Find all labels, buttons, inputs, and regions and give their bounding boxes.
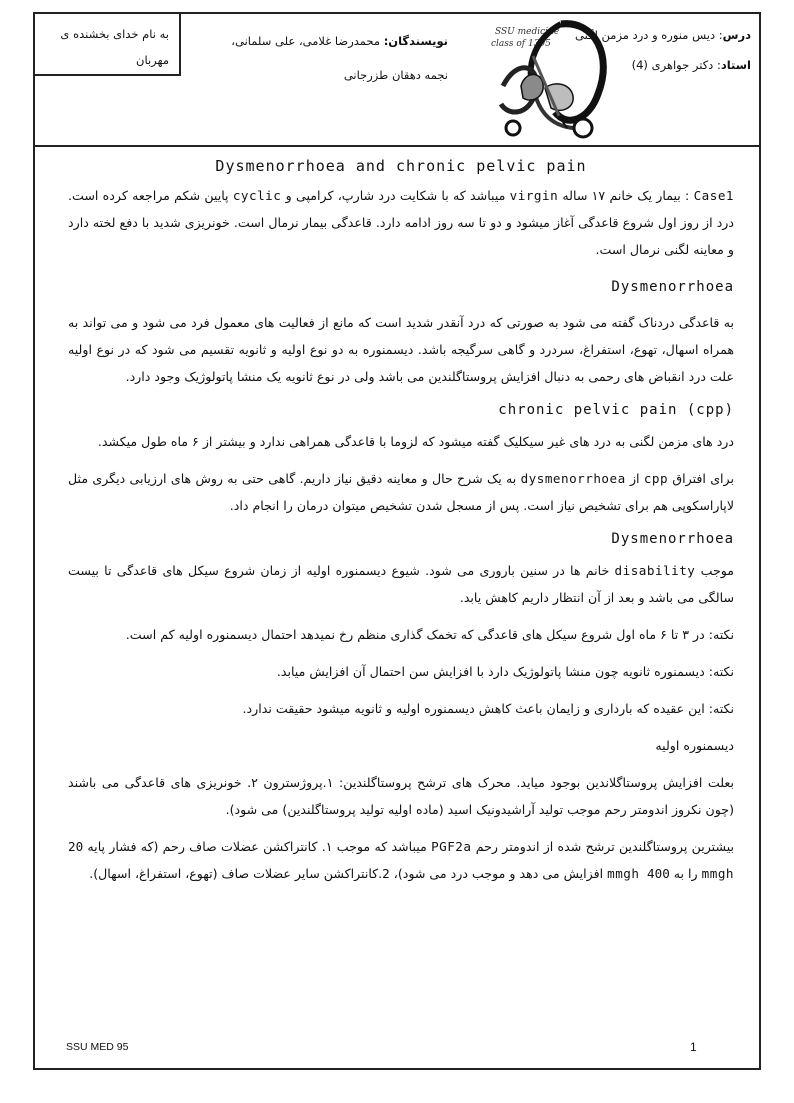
document-body <box>68 148 734 887</box>
heading-dysmenorrhoea-2: Dysmenorrhoea <box>611 531 734 547</box>
pgf2a-paragraph <box>68 833 734 887</box>
diff-cpp: cpp <box>643 471 669 486</box>
authors-info <box>218 24 448 92</box>
authors-names-1: محمدرضا غلامی، علی سلمانی، <box>231 34 384 48</box>
course-value: : دیس منوره و درد مزمن لگنی <box>574 28 723 42</box>
case-text-1: : بیمار یک خانم ۱۷ ساله <box>558 188 694 203</box>
dis-latin: disability <box>614 563 696 578</box>
pg-text-5: .کانتراکشن سایر عضلات صاف (تهوع، استفراغ، اسهال). <box>89 866 383 881</box>
case-virgin: virgin <box>509 188 559 203</box>
case-paragraph <box>68 182 734 263</box>
diff-text-2: از <box>625 471 644 486</box>
dysmenorrhoea-definition: به قاعدگی دردناک گفته می شود به صورتی که درد آنقدر شدید است که مانع از فعالیت های معمول فرد می شود و می تواند به همراه اسهال، تهوع، استفراغ، سردرد و گاهی سرگیجه باشد. دیسمنوره به دو نوع اولیه و ثانویه تقسیم می شود که در نوع اولیه علت درد انقباض های رحمی به دنبال افزایش پروستاگلندین می باشد ولی در نوع ثانویه یک منشا پاتولوژیک وجود دارد. <box>68 315 734 384</box>
pg-text-1: بیشترین پروستاگلندین ترشح شده از اندومتر رحم <box>471 839 734 854</box>
prostaglandin-paragraph: بعلت افزایش پروستاگلاندین بوجود میاید. محرک های ترشح پروستاگلندین: ۱.پروژسترون ۲. خونریزی های قاعدگی می باشند (چون نکروز اندومتر رحم موجب تولید آراشیدونیک اسید (ماده اولیه تولید پروستاگلندین) می شود). <box>68 775 735 817</box>
heading-dysmenorrhoea-1: Dysmenorrhoea <box>611 279 734 295</box>
diff-text-1: برای افتراق <box>668 471 735 486</box>
course-label: درس <box>722 28 751 42</box>
dis-text-1: موجب <box>695 563 735 578</box>
pg-text-2: میباشد که موجب ۱. کانتراکشن عضلات صاف رحم (که فشار پایه <box>83 839 432 854</box>
case-cyclic: cyclic <box>232 188 282 203</box>
authors-label: نویسندگان: <box>383 34 448 48</box>
logo-text-2: class of 1395 <box>491 39 551 49</box>
case-text-2: میباشد که با شکایت درد شارپ، کرامپی و <box>281 188 510 203</box>
diff-dys: dysmenorrhoea <box>520 471 626 486</box>
case-text-3: پایین شکم مراجعه کرده است. درد از روز اول شروع قاعدگی آغاز میشود و دو تا سه روز ادامه دارد. قاعدگی بیمار نرمال است. خونریزی شدید با دفع لخته دارد و معاینه لگنی نرمال است. <box>68 188 734 257</box>
teacher-value: : دکتر جواهری (4) <box>631 58 721 72</box>
authors-line-1 <box>218 24 448 58</box>
note-2: نکته: دیسمنوره ثانویه چون منشا پاتولوژیک دارد با افزایش سن احتمال آن افزایش میابد. <box>276 664 734 679</box>
note-3: نکته: این عقیده که بارداری و زایمان باعث کاهش دیسمنوره اولیه و ثانویه میشود حقیقت ندارد. <box>242 701 734 716</box>
differentiation-paragraph <box>68 465 734 519</box>
pg-latin-3: 400 mmgh <box>607 866 670 881</box>
blessing-text: به نام خدای بخشنده ی مهربان <box>60 27 169 67</box>
footer-label: SSU MED 95 <box>66 1041 129 1053</box>
page-header <box>33 12 761 147</box>
logo-text-1: SSU medicine <box>495 27 560 37</box>
pg-text-3: را به <box>669 866 702 881</box>
case-label: Case1 <box>693 188 734 203</box>
pg-latin-4: 2 <box>382 866 390 881</box>
pg-text-4: افزایش می دهد و موجب درد می شود)، <box>389 866 608 881</box>
teacher-label: استاد <box>720 58 751 72</box>
stethoscope-logo <box>463 16 623 146</box>
disability-paragraph <box>68 557 734 611</box>
heading-cpp: chronic pelvic pain (cpp) <box>498 402 734 418</box>
page-number: 1 <box>690 1040 697 1054</box>
pg-latin: PGF2a <box>431 839 472 854</box>
pg-latin-2: 20 mmgh <box>68 839 734 881</box>
diff-text-3: به یک شرح حال و معاینه دقیق نیاز داریم. گاهی حتی به روش های ارزیابی دیگری مثل لاپاراسکوپی هم برای تشخیص نیاز است. پس از مسجل شدن تشخیص میتوان درمان را انجام داد. <box>68 471 734 513</box>
note-1: نکته: در ۳ تا ۶ ماه اول شروع سیکل های قاعدگی که تخمک گذاری منظم رخ نمیدهد احتمال دیسمنوره اولیه کم است. <box>125 627 734 642</box>
document-title: Dysmenorrhoea and chronic pelvic pain <box>215 157 587 175</box>
primary-subheading: دیسمنوره اولیه <box>655 738 734 753</box>
blessing-box <box>33 12 181 76</box>
authors-names-2: نجمه دهقان طزرجانی <box>343 68 448 82</box>
cpp-definition: درد های مزمن لگنی به درد های غیر سیکلیک گفته میشود که لزوما با قاعدگی همراهی ندارد و بیشتر از ۶ ماه طول میکشد. <box>97 434 734 449</box>
dis-text-2: خانم ها در سنین باروری می شود. شیوع دیسمنوره اولیه از زمان شروع سیکل های قاعدگی تا بیست سالگی می باشد و بعد از آن انتظار داریم کاهش یابد. <box>68 563 734 605</box>
